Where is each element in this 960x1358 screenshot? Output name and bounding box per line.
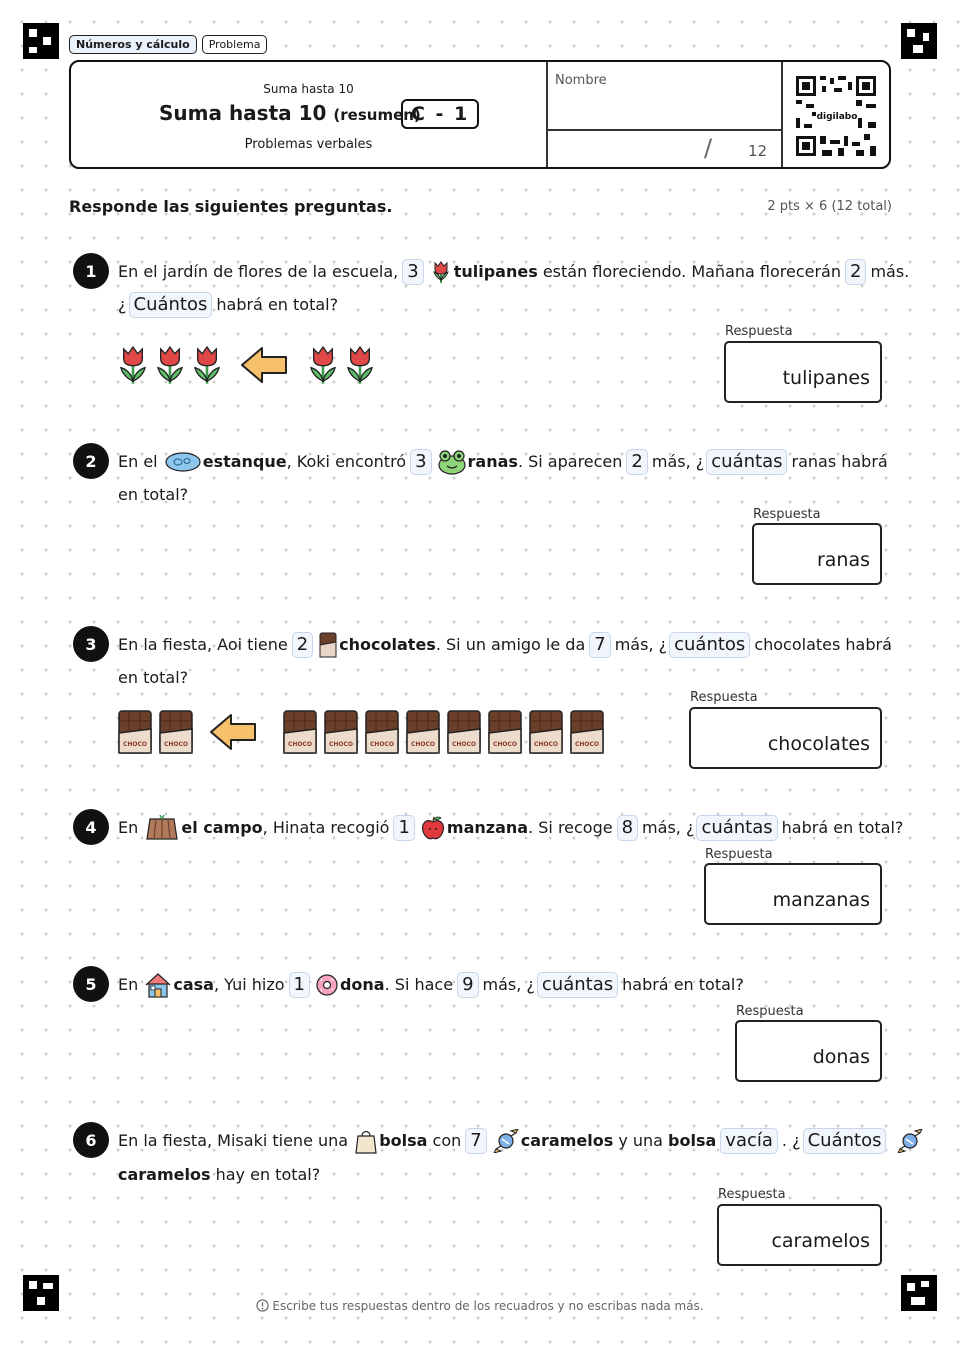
keyword: caramelos xyxy=(520,1131,614,1150)
worksheet-code: C - 1 xyxy=(401,99,479,129)
question-text-part: . Si hace xyxy=(384,975,454,994)
question-text-part: más. xyxy=(870,262,910,281)
ask-box: cuántas xyxy=(696,815,777,841)
question-text-part: . Si un amigo le da xyxy=(435,635,586,654)
keyword: chocolates xyxy=(339,635,436,654)
header-subtitle: Suma hasta 10 xyxy=(263,82,354,96)
answer-label: Respuesta xyxy=(718,1187,786,1202)
field-icon xyxy=(144,815,180,841)
tag-problem: Problema xyxy=(202,35,268,54)
header-divider xyxy=(781,62,783,168)
answer-box[interactable] xyxy=(724,341,882,403)
chocolate-icon xyxy=(446,709,482,755)
keyword: estanque xyxy=(202,452,287,471)
chocolate-icon xyxy=(528,709,564,755)
question-text-part: En la fiesta, Misaki tiene una xyxy=(118,1131,349,1150)
question-number: 5 xyxy=(73,966,109,1002)
question-text-part: En el xyxy=(118,452,158,471)
answer-box[interactable] xyxy=(717,1204,882,1266)
keyword: dona xyxy=(339,975,385,994)
question-text-part: más, ¿ xyxy=(651,452,705,471)
question-text xyxy=(118,259,909,285)
worksheet-header xyxy=(69,60,891,169)
question-text-part: más, ¿ xyxy=(482,975,535,994)
question-text-part: con xyxy=(432,1131,462,1150)
question-text xyxy=(118,665,188,691)
question-text-part: habrá en total? xyxy=(622,975,744,994)
score-total: 12 xyxy=(748,142,768,160)
choco-label: CHOCO xyxy=(163,741,189,748)
question-number: 4 xyxy=(73,809,109,845)
number-box: 7 xyxy=(465,1128,486,1154)
number-box: 2 xyxy=(845,259,866,285)
answer-label: Respuesta xyxy=(725,324,793,339)
header-divider xyxy=(546,129,781,131)
question-text-part: en total? xyxy=(118,485,189,504)
ask-box: Cuántos xyxy=(129,292,213,318)
question-text-part: , Yui hizo xyxy=(213,975,285,994)
number-box: vacía xyxy=(720,1128,778,1154)
arrow-left-icon xyxy=(209,712,259,752)
question-text-part: más, ¿ xyxy=(614,635,668,654)
instructions: Responde las siguientes preguntas. xyxy=(69,197,393,216)
question-text xyxy=(118,1162,320,1188)
tulip-icon xyxy=(117,344,149,386)
number-box: 1 xyxy=(289,972,310,998)
corner-marker-top-right xyxy=(901,23,937,59)
keyword: casa xyxy=(173,975,214,994)
question-text-part: , Hinata recogió xyxy=(262,818,390,837)
tulip-icon xyxy=(154,344,186,386)
question-text xyxy=(118,449,888,475)
question-text xyxy=(118,292,338,318)
choco-label: CHOCO xyxy=(451,741,477,748)
candy-icon xyxy=(896,1129,924,1153)
qr-code-icon xyxy=(794,74,878,158)
footer-text: Escribe tus respuestas dentro de los recuadros y no escribas nada más. xyxy=(272,1299,704,1313)
apple-icon xyxy=(420,815,446,841)
header-divider xyxy=(546,62,548,168)
chocolate-icon xyxy=(117,709,153,755)
question-text-part: chocolates habrá xyxy=(754,635,892,654)
question-text xyxy=(118,972,744,998)
answer-box[interactable] xyxy=(704,863,882,925)
number-box: 8 xyxy=(617,815,638,841)
question-text-part: hay en total? xyxy=(215,1165,321,1184)
number-box: 3 xyxy=(410,449,431,475)
keyword: tulipanes xyxy=(453,262,538,281)
tulip-icon xyxy=(344,344,376,386)
choco-label: CHOCO xyxy=(287,741,313,748)
qr-label: digilabo xyxy=(816,112,858,122)
question-text-part: en total? xyxy=(118,668,189,687)
choco-label: CHOCO xyxy=(410,741,436,748)
answer-unit: donas xyxy=(812,1046,870,1068)
house-icon xyxy=(144,972,172,998)
ask-box: cuántos xyxy=(669,632,750,658)
keyword: caramelos xyxy=(118,1165,211,1184)
score-slash: / xyxy=(704,134,713,162)
picture-row xyxy=(117,344,376,386)
question-text-part: ranas habrá xyxy=(791,452,888,471)
header-category: Problemas verbales xyxy=(244,137,373,152)
info-icon xyxy=(256,1299,269,1312)
question-text xyxy=(118,1128,925,1154)
arrow-left-icon xyxy=(240,345,290,385)
question-text-part: , Koki encontró xyxy=(286,452,407,471)
question-text-part: En el jardín de flores de la escuela, xyxy=(118,262,399,281)
answer-box[interactable] xyxy=(752,523,882,585)
question-text-part: . ¿ xyxy=(781,1131,801,1150)
number-box: 1 xyxy=(393,815,414,841)
keyword: ranas xyxy=(467,452,518,471)
question-text xyxy=(118,815,903,841)
answer-label: Respuesta xyxy=(705,847,773,862)
keyword: el campo xyxy=(181,818,263,837)
choco-label: CHOCO xyxy=(533,741,559,748)
question-text xyxy=(118,482,188,508)
choco-label: CHOCO xyxy=(122,741,148,748)
answer-unit: ranas xyxy=(816,549,870,571)
question-text xyxy=(118,632,892,658)
tag-numbers: Números y cálculo xyxy=(69,35,197,54)
chocolate-icon xyxy=(318,632,338,658)
page-title xyxy=(159,101,421,125)
number-box: 2 xyxy=(292,632,313,658)
question-text-part: En la fiesta, Aoi tiene xyxy=(118,635,288,654)
answer-label: Respuesta xyxy=(690,690,758,705)
number-box: 2 xyxy=(626,449,647,475)
question-text-part: habrá en total? xyxy=(781,818,904,837)
question-number: 1 xyxy=(73,253,109,289)
answer-label: Respuesta xyxy=(753,507,821,522)
category-tags xyxy=(69,35,267,54)
title-block xyxy=(71,62,546,166)
question-text-part: y una xyxy=(618,1131,663,1150)
chocolate-icon xyxy=(487,709,523,755)
corner-marker-top-left xyxy=(23,23,59,59)
pond-icon xyxy=(164,450,202,474)
question-text-part: están floreciendo. Mañana florecerán xyxy=(542,262,841,281)
chocolate-icon xyxy=(282,709,318,755)
chocolate-icon xyxy=(569,709,605,755)
choco-label: CHOCO xyxy=(574,741,600,748)
answer-unit: tulipanes xyxy=(782,367,870,389)
points-info: 2 pts × 6 (12 total) xyxy=(767,199,892,214)
answer-box[interactable] xyxy=(735,1020,882,1082)
question-text-part: En xyxy=(118,818,139,837)
chocolate-icon xyxy=(323,709,359,755)
ask-box: cuántas xyxy=(706,449,787,475)
donut-icon xyxy=(315,973,339,997)
page-title-small: (resumen) xyxy=(333,106,421,124)
name-label: Nombre xyxy=(555,73,607,88)
question-text-part: . Si aparecen xyxy=(517,452,623,471)
tulip-icon xyxy=(429,260,453,284)
number-box: 7 xyxy=(589,632,610,658)
ask-box: Cuántos xyxy=(803,1128,887,1154)
question-number: 2 xyxy=(73,443,109,479)
question-text-part: . Si recoge xyxy=(528,818,613,837)
choco-label: CHOCO xyxy=(369,741,395,748)
question-number: 6 xyxy=(73,1122,109,1158)
footer-note xyxy=(0,1299,960,1313)
chocolate-icon xyxy=(405,709,441,755)
picture-row xyxy=(117,709,605,755)
question-number: 3 xyxy=(73,626,109,662)
question-text-part: más, ¿ xyxy=(642,818,695,837)
choco-label: CHOCO xyxy=(492,741,518,748)
bag-icon xyxy=(354,1128,378,1154)
frog-icon xyxy=(437,449,467,475)
question-text-part: En xyxy=(118,975,139,994)
number-box: 3 xyxy=(402,259,423,285)
chocolate-icon xyxy=(364,709,400,755)
answer-unit: manzanas xyxy=(772,889,870,911)
ask-box: cuántas xyxy=(537,972,618,998)
answer-label: Respuesta xyxy=(736,1004,804,1019)
keyword: bolsa xyxy=(379,1131,428,1150)
keyword: manzana xyxy=(446,818,529,837)
answer-unit: caramelos xyxy=(771,1230,870,1252)
candy-icon xyxy=(492,1129,520,1153)
chocolate-icon xyxy=(158,709,194,755)
choco-label: CHOCO xyxy=(328,741,354,748)
page-title-main: Suma hasta 10 xyxy=(159,101,327,125)
question-text-part: ¿ xyxy=(118,295,127,314)
tulip-icon xyxy=(307,344,339,386)
question-text-part: habrá en total? xyxy=(216,295,339,314)
answer-unit: chocolates xyxy=(767,733,870,755)
keyword: bolsa xyxy=(668,1131,717,1150)
tulip-icon xyxy=(191,344,223,386)
answer-box[interactable] xyxy=(689,707,882,769)
number-box: 9 xyxy=(457,972,478,998)
